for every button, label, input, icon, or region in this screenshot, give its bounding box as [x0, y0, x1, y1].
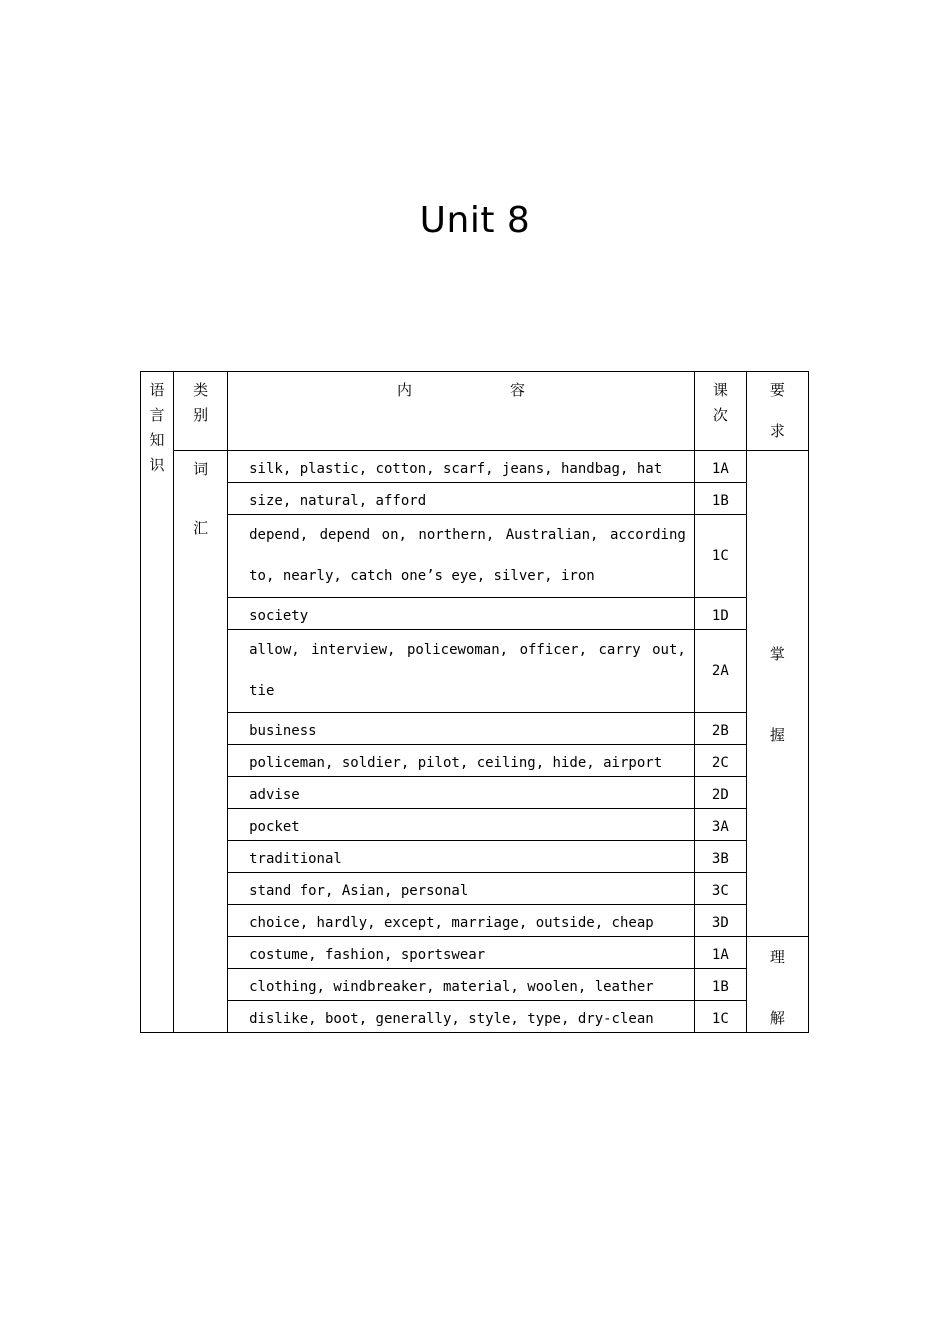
lesson-cell: 1D — [694, 598, 746, 630]
category-header — [174, 372, 228, 451]
content-header — [228, 372, 695, 451]
lesson-cell: 2C — [694, 745, 746, 777]
content-cell: dislike, boot, generally, style, type, dry-clean — [228, 1001, 695, 1033]
table-row — [141, 1001, 809, 1033]
category-label — [174, 451, 227, 541]
content-header-char: 内 — [396, 381, 412, 399]
lesson-cell: 3D — [694, 905, 746, 937]
lesson-header — [694, 372, 746, 451]
lesson-cell: 1B — [694, 483, 746, 515]
content-cell: advise — [228, 777, 695, 809]
section-label — [141, 372, 173, 478]
content-cell: costume, fashion, sportswear — [228, 937, 695, 969]
table-row — [141, 937, 809, 969]
table-row — [141, 777, 809, 809]
section-char: 知 — [149, 431, 165, 449]
category-char: 汇 — [193, 519, 209, 537]
category-cell — [174, 451, 228, 1033]
requirement-char: 理 — [769, 947, 785, 966]
table-row — [141, 841, 809, 873]
table-row — [141, 969, 809, 1001]
category-char: 词 — [193, 460, 209, 478]
requirement-char: 握 — [769, 725, 785, 744]
lesson-cell: 2B — [694, 713, 746, 745]
category-header-char: 类 — [193, 381, 209, 399]
content-cell: clothing, windbreaker, material, woolen, leather — [228, 969, 695, 1001]
table-row — [141, 451, 809, 483]
table-row — [141, 713, 809, 745]
lesson-cell: 1A — [694, 937, 746, 969]
lesson-cell: 1C — [694, 515, 746, 598]
lesson-cell: 2D — [694, 777, 746, 809]
table-row — [141, 483, 809, 515]
lesson-cell: 2A — [694, 630, 746, 713]
requirement-header — [746, 372, 808, 451]
vocabulary-table — [140, 371, 809, 1033]
section-cell — [141, 372, 174, 1033]
content-cell: business — [228, 713, 695, 745]
section-char: 语 — [149, 381, 165, 399]
lesson-cell: 1A — [694, 451, 746, 483]
table-row — [141, 809, 809, 841]
requirement-cell-master — [746, 451, 808, 937]
content-cell: society — [228, 598, 695, 630]
section-char: 识 — [149, 456, 165, 474]
content-cell: pocket — [228, 809, 695, 841]
content-cell: depend, depend on, northern, Australian, according to, nearly, catch one’s eye, silver, iron — [228, 515, 695, 598]
content-cell: silk, plastic, cotton, scarf, jeans, handbag, hat — [228, 451, 695, 483]
requirement-char: 掌 — [769, 644, 785, 663]
content-cell: policeman, soldier, pilot, ceiling, hide, airport — [228, 745, 695, 777]
table-header-row — [141, 372, 809, 451]
table-row — [141, 873, 809, 905]
requirement-header-char: 求 — [769, 422, 785, 440]
lesson-cell: 1B — [694, 969, 746, 1001]
content-cell: choice, hardly, except, marriage, outside, cheap — [228, 905, 695, 937]
lesson-header-char: 课 — [712, 381, 728, 399]
table-row — [141, 745, 809, 777]
requirement-header-char: 要 — [769, 381, 785, 399]
content-cell: stand for, Asian, personal — [228, 873, 695, 905]
table-row — [141, 630, 809, 713]
category-header-char: 别 — [193, 406, 209, 424]
lesson-cell: 3B — [694, 841, 746, 873]
lesson-cell: 3C — [694, 873, 746, 905]
section-char: 言 — [149, 406, 165, 424]
table-row — [141, 515, 809, 598]
lesson-cell: 3A — [694, 809, 746, 841]
table-row — [141, 598, 809, 630]
lesson-header-char: 次 — [712, 406, 728, 424]
requirement-char: 解 — [769, 1008, 785, 1027]
requirement-cell-understand — [746, 937, 808, 1033]
content-header-char: 容 — [509, 381, 525, 399]
content-cell: size, natural, afford — [228, 483, 695, 515]
lesson-cell: 1C — [694, 1001, 746, 1033]
table-row — [141, 905, 809, 937]
content-cell: traditional — [228, 841, 695, 873]
document-title: Unit 8 — [419, 200, 531, 241]
content-cell: allow, interview, policewoman, officer, carry out, tie — [228, 630, 695, 713]
